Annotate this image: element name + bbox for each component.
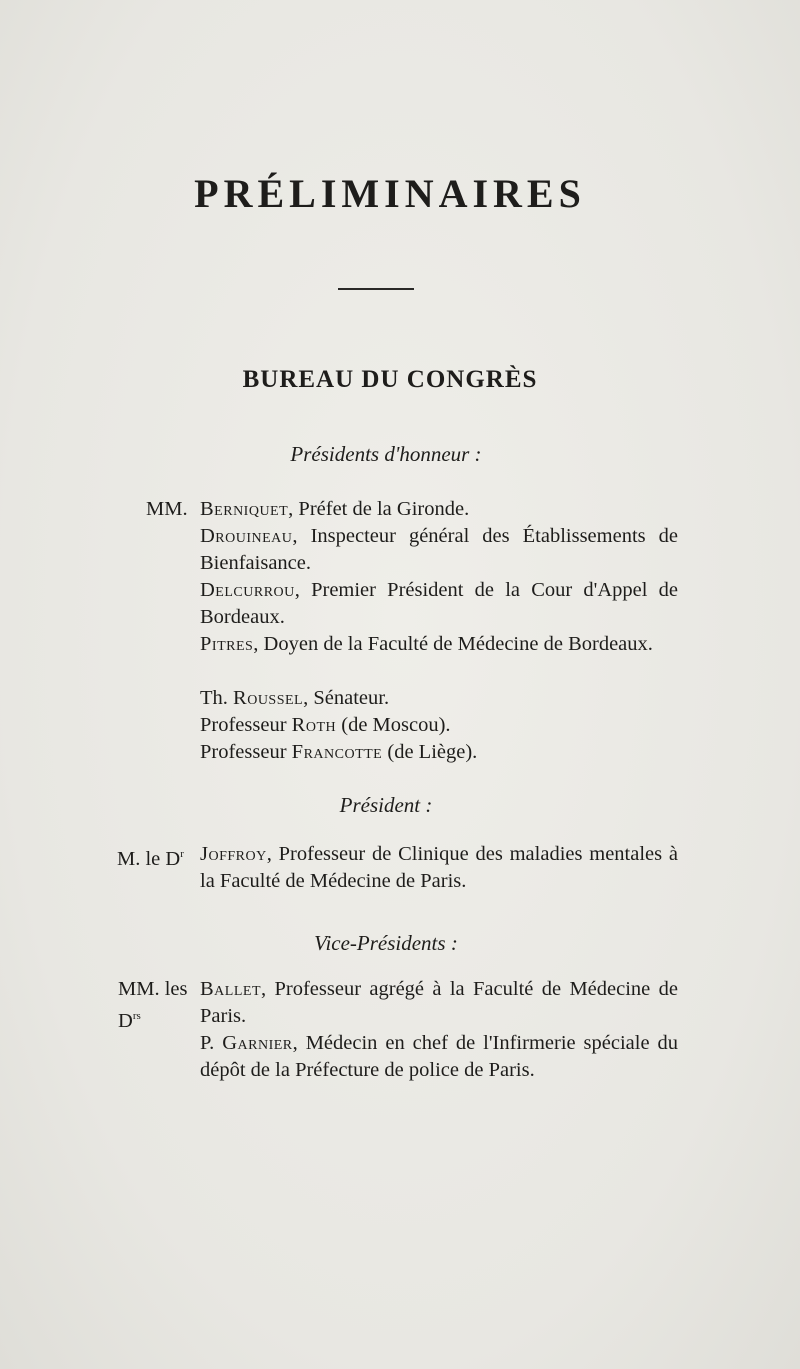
honor-entry: [200, 631, 678, 658]
entry-prefix: Professeur: [200, 741, 292, 763]
entry-prefix: Professeur: [200, 714, 292, 736]
entry-text: , Médecin en chef de l'Infirmerie spéciale du dépôt de la Préfecture de police de Paris.: [200, 1032, 678, 1081]
entry-prefix: P.: [200, 1032, 223, 1054]
entry-text: , Inspecteur général des Établissements de Bienfaisance.: [200, 525, 678, 574]
title-rule: [338, 288, 414, 290]
page-title: PRÉLIMINAIRES: [194, 171, 586, 216]
lead-sup: rs: [132, 1010, 141, 1022]
entry-text: , Professeur de Clinique des maladies mentales à la Faculté de Médecine de Paris.: [200, 843, 678, 892]
entry-name: Drouineau: [200, 525, 293, 547]
honor-entry: [200, 523, 678, 577]
entry-text: , Doyen de la Faculté de Médecine de Bordeaux.: [253, 633, 653, 655]
vice-president-entry: [200, 976, 678, 1030]
entry-name: Delcurrou: [200, 579, 295, 601]
lead-text: M. le D: [117, 847, 181, 870]
entry-name: Berniquet: [200, 498, 289, 520]
entry-name: Pitres: [200, 633, 254, 655]
vice-presidents-heading: Vice-Présidents :: [314, 931, 458, 955]
honor-presidents-lead: MM.: [146, 498, 188, 520]
entry-name: Ballet: [200, 978, 261, 1000]
vice-presidents-lead: [118, 976, 208, 1035]
honor-entry: [200, 577, 678, 631]
vice-president-entry: [200, 1030, 678, 1084]
entry-text: (de Liège).: [382, 741, 478, 763]
honor-entry: [200, 685, 678, 712]
honor-entry: [200, 739, 678, 766]
entry-text: , Sénateur.: [303, 687, 390, 709]
president-entry: [200, 841, 678, 895]
honor-entry: [200, 496, 678, 523]
honor-entry: [200, 712, 678, 739]
entry-text: (de Moscou).: [336, 714, 451, 736]
entry-name: Joffroy: [200, 843, 267, 865]
entry-prefix: Th.: [200, 687, 234, 709]
entry-text: , Professeur agrégé à la Faculté de Médecine de Paris.: [200, 978, 678, 1027]
president-lead: [117, 841, 207, 873]
entry-name: Garnier: [222, 1032, 293, 1054]
lead-sup: r: [180, 848, 184, 860]
entry-text: , Préfet de la Gironde.: [288, 498, 470, 520]
lead-text: MM. les D: [118, 978, 188, 1032]
section-heading: BUREAU DU CONGRÈS: [242, 366, 538, 393]
entry-name: Roth: [291, 714, 337, 736]
president-heading: Président :: [339, 793, 433, 817]
honor-presidents-heading: Présidents d'honneur :: [290, 442, 482, 466]
entry-name: Roussel: [233, 687, 304, 709]
entry-text: , Premier Président de la Cour d'Appel de Bordeaux.: [200, 579, 678, 628]
entry-name: Francotte: [291, 741, 383, 763]
